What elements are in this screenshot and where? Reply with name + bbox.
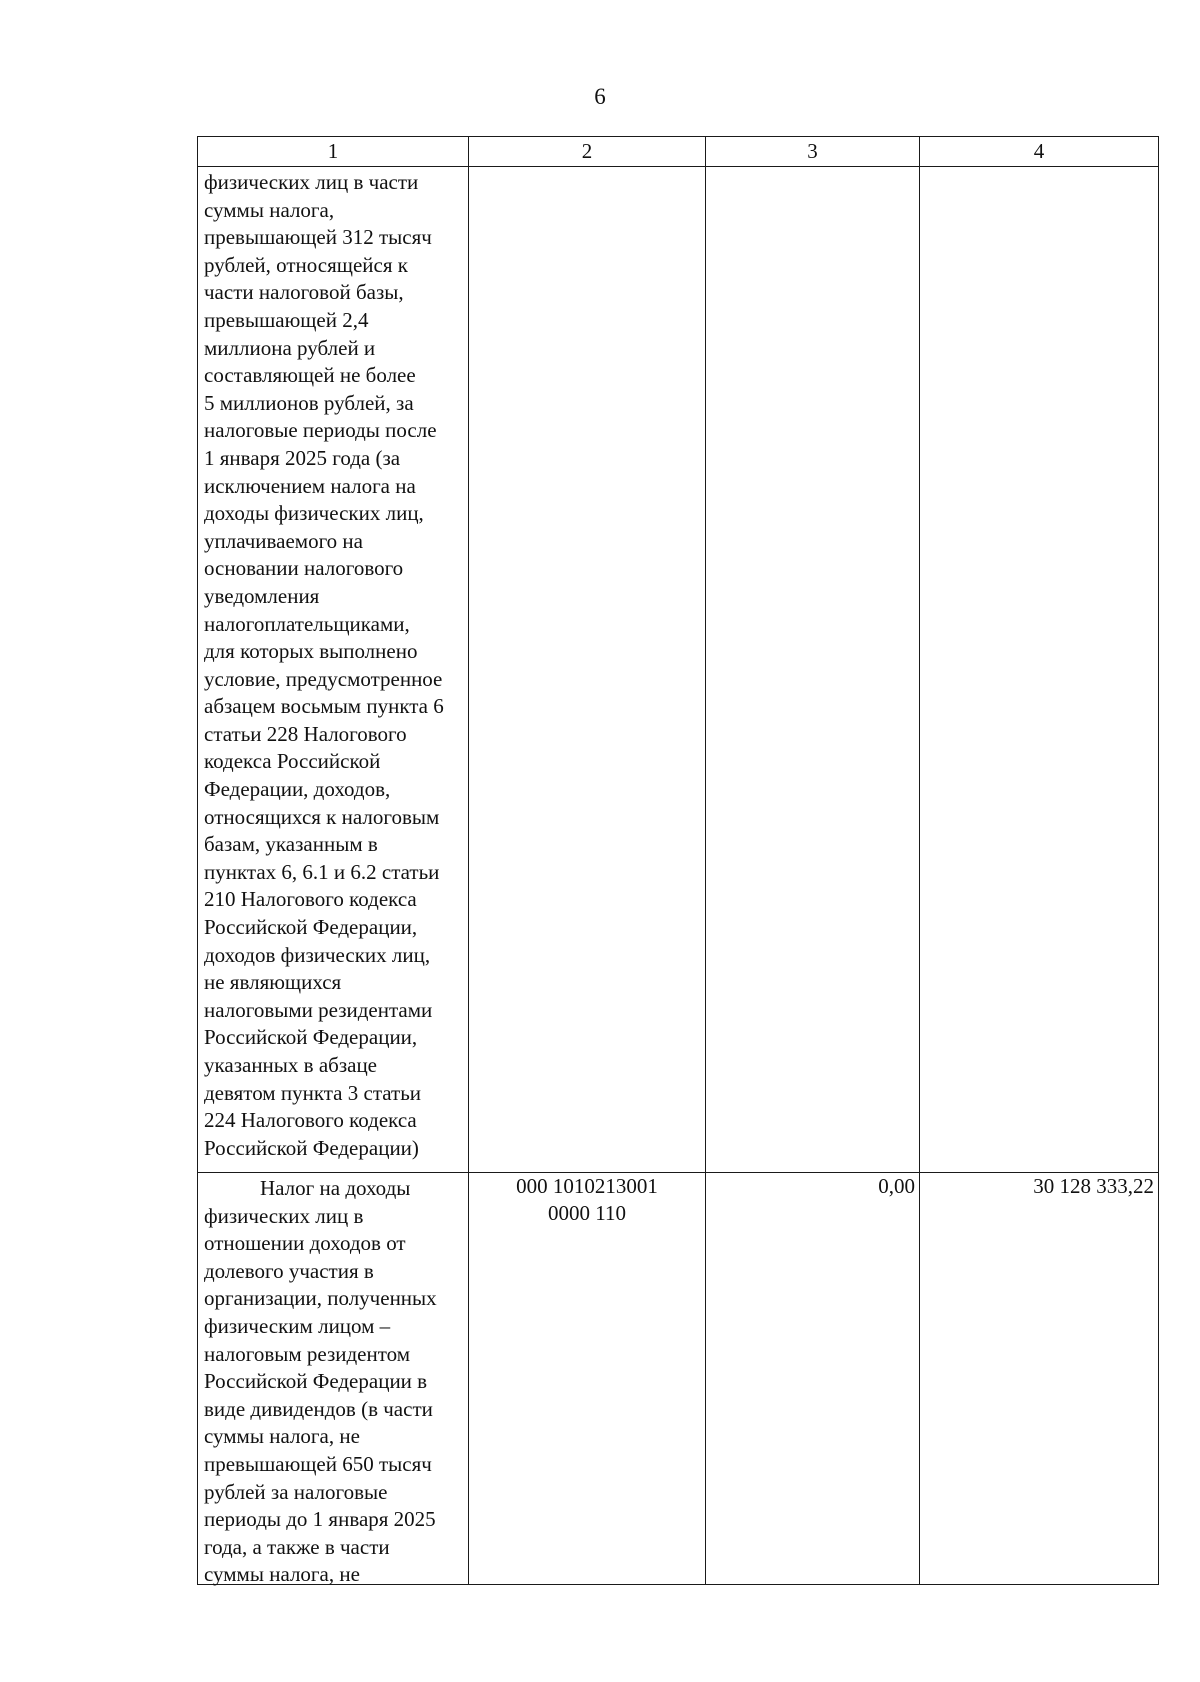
budget-table xyxy=(197,136,1159,1585)
income-name-cell xyxy=(198,1173,469,1585)
amount-col3-cell: 0,00 xyxy=(706,1173,920,1585)
table-header-row xyxy=(198,137,1159,167)
budget-code-line-1: 000 1010213001 xyxy=(516,1174,658,1198)
column-header-1: 1 xyxy=(198,137,469,167)
budget-code-line-2: 0000 110 xyxy=(548,1201,626,1225)
budget-code-cell xyxy=(469,1173,706,1585)
amount-col4-cell: 30 128 333,22 xyxy=(920,1173,1159,1585)
budget-code-cell xyxy=(469,167,706,1173)
income-name-text: физических лиц в отношении доходов от долевого участия в организации, полученных физическим лицом – налоговым резидентом Российской Федерации в виде дивидендов (в части суммы налога, не превышающей 650 тысяч рублей за налоговые периоды до 1 января 2025 года, а также в части суммы налога, не xyxy=(204,1203,437,1587)
table-row xyxy=(198,1173,1159,1585)
column-header-3: 3 xyxy=(706,137,920,167)
amount-col4-cell xyxy=(920,167,1159,1173)
page-number: 6 xyxy=(594,84,606,109)
table-row xyxy=(198,167,1159,1173)
income-name-first-line: Налог на доходы xyxy=(260,1176,411,1200)
income-name-block xyxy=(202,1173,464,1587)
column-header-2: 2 xyxy=(469,137,706,167)
income-name-cell xyxy=(198,167,469,1173)
income-name-text: физических лиц в части суммы налога, превышающей 312 тысяч рублей, относящейся к части налоговой базы, превышающей 2,4 миллиона рублей и составляющей не более 5 миллионов рублей, за налоговые периоды после 1 января 2025 года (за исключением налога на доходы физических лиц, уплачиваемого на основании налогового уведомления налогоплательщиками, для которых выполнено условие, предусмотренное абзацем восьмым пункта 6 статьи 228 Налогового кодекса Российской Федерации, доходов, относящихся к налоговым базам, указанным в пунктах 6, 6.1 и 6.2 статьи 210 Налогового кодекса Российской Федерации, доходов физических лиц, не являющихся налоговыми резидентами Российской Федерации, указанных в абзаце девятом пункта 3 статьи 224 Налогового кодекса Российской Федерации) xyxy=(204,170,444,1160)
amount-col3-cell xyxy=(706,167,920,1173)
column-header-4: 4 xyxy=(920,137,1159,167)
